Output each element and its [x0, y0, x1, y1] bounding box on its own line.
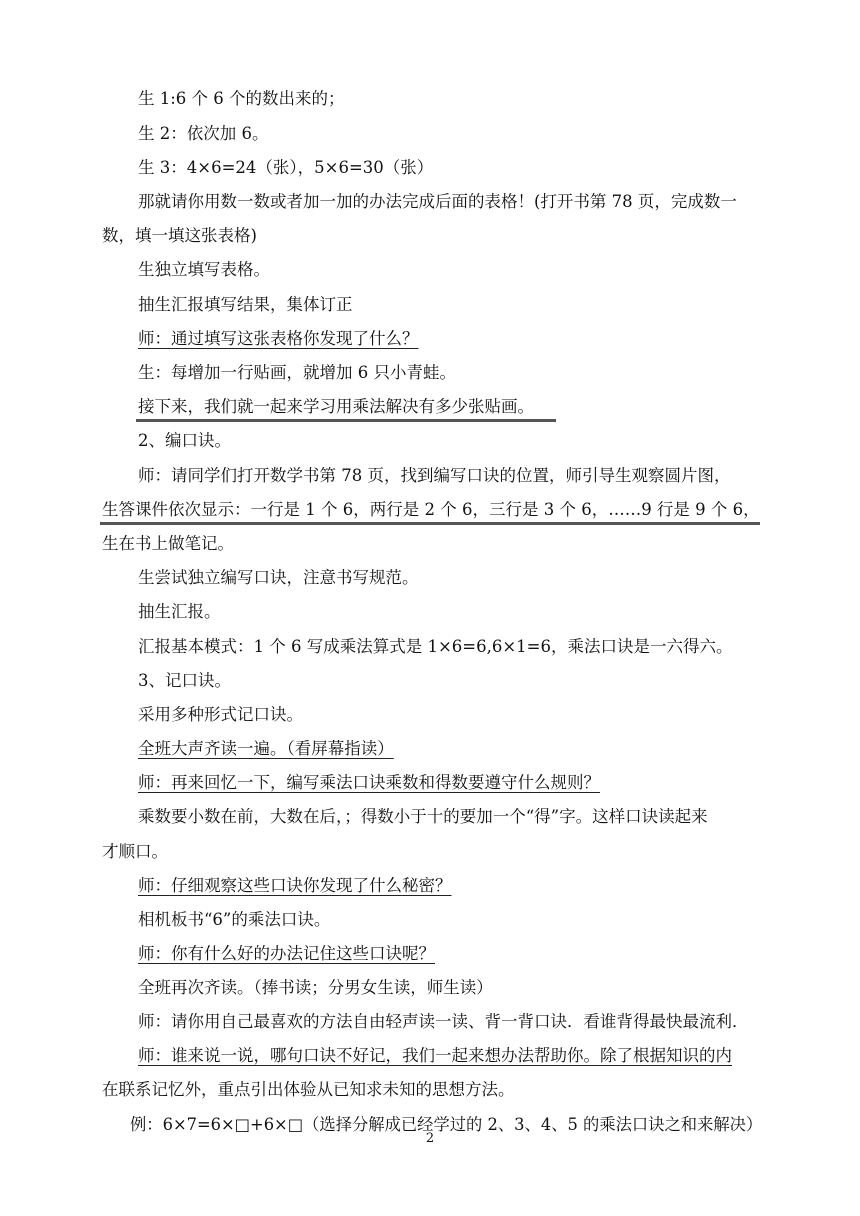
text-line: 乘数要小数在前，大数在后，；得数小于十的要加一个“得”字。这样口诀读起来: [138, 807, 708, 826]
text-line: 师：谁来说一说，哪句口诀不好记，我们一起来想办法帮助你。除了根据知识的内: [138, 1046, 732, 1065]
text-line: 师：请同学们打开数学书第 78 页，找到编写口诀的位置，师引导生观察圆片图，: [138, 466, 731, 485]
text-line: 抽生汇报。: [138, 602, 221, 621]
text-line: 全班再次齐读。（捧书读；分男女生读，师生读）: [138, 978, 493, 997]
text-line: 生 3：4×6=24（张），5×6=30（张）: [138, 158, 434, 177]
text-line: 生：每增加一行贴画，就增加 6 只小青蛙。: [138, 363, 456, 382]
text-line: 3、记口诀。: [138, 671, 231, 690]
text-line: 生 1:6 个 6 个的数出来的；: [138, 89, 345, 108]
text-line: 才顺口。: [102, 842, 168, 861]
text-line: 全班大声齐读一遍。（看屏幕指读）: [138, 739, 394, 758]
page-number: 2: [425, 1131, 435, 1146]
text-line: 师：你有什么好的办法记住这些口诀呢？: [138, 944, 435, 963]
text-line: 师：再来回忆一下，编写乘法口诀乘数和得数要遵守什么规则？: [138, 773, 600, 792]
text-line: 例：6×7=6×□+6×□（选择分解成已经学过的 2、3、4、5 的乘法口诀之和来解决）: [130, 1115, 763, 1134]
text-line: 生答课件依次显示：一行是 1 个 6，两行是 2 个 6，三行是 3 个 6，……9 行是 9 个 6，: [102, 500, 760, 519]
text-line: 师：仔细观察这些口诀你发现了什么秘密？: [138, 876, 452, 895]
text-line: 2、编口诀。: [138, 431, 231, 450]
text-line: 师：通过填写这张表格你发现了什么？: [138, 329, 419, 348]
text-line: 那就请你用数一数或者加一加的办法完成后面的表格！(打开书第 78 页，完成数一: [138, 192, 737, 211]
underline-rule: [136, 419, 556, 422]
underline-rule: [100, 522, 760, 525]
text-line: 生独立填写表格。: [138, 260, 270, 279]
text-line: 接下来，我们就一起来学习用乘法解决有多少张贴画。: [138, 397, 534, 416]
text-line: 采用多种形式记口诀。: [138, 705, 303, 724]
text-line: 师：请你用自己最喜欢的方法自由轻声读一读、背一背口诀．看谁背得最快最流利．: [138, 1012, 749, 1031]
text-line: 在联系记忆外，重点引出体验从已知求未知的思想方法。: [102, 1080, 515, 1099]
text-line: 相机板书“6”的乘法口诀。: [138, 910, 331, 929]
text-line: 汇报基本模式：1 个 6 写成乘法算式是 1×6=6,6×1=6，乘法口诀是一六得六。: [138, 637, 733, 656]
text-line: 数，填一填这张表格): [102, 226, 257, 245]
text-line: 生尝试独立编写口诀，注意书写规范。: [138, 568, 419, 587]
text-line: 生在书上做笔记。: [102, 534, 234, 553]
text-line: 抽生汇报填写结果，集体订正: [138, 295, 353, 314]
text-line: 生 2：依次加 6。: [138, 124, 269, 143]
